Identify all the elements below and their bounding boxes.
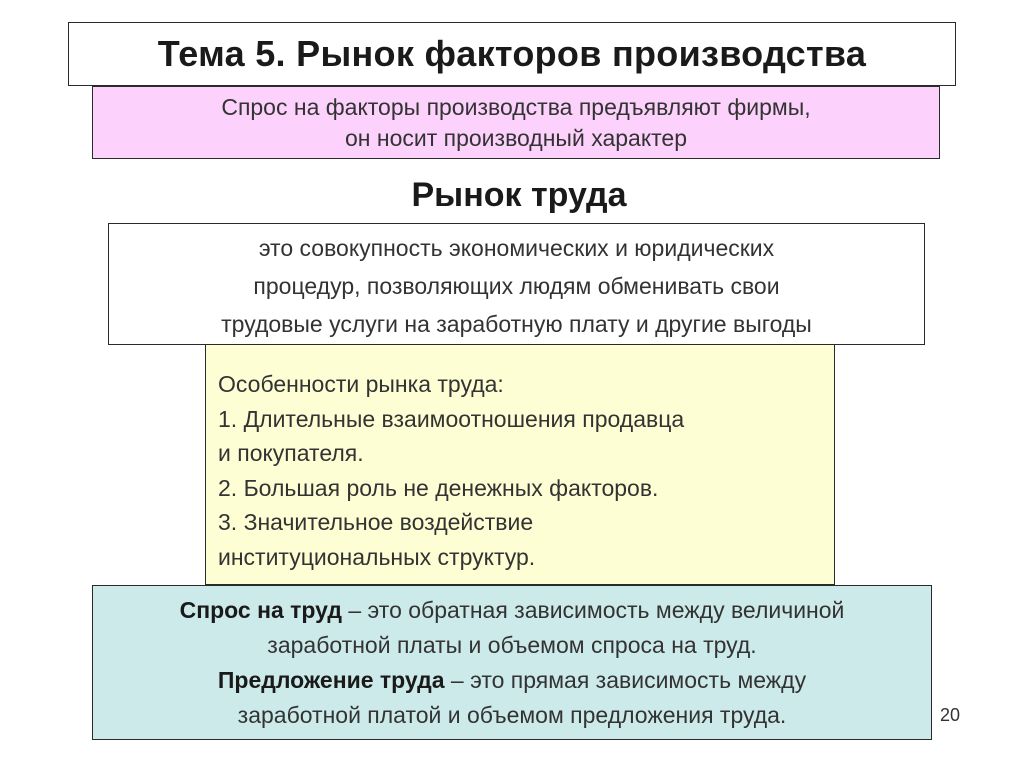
features-line: и покупателя. [218,440,364,466]
intro-box [92,86,940,159]
features-box [205,345,835,585]
intro-line-2: он носит производный характер [344,124,687,151]
section-heading: Рынок труда [411,176,627,214]
definition-line-3: трудовые услуги на заработную плату и другие выгоды [221,311,812,337]
demand-text: – это обратная зависимость между величиной [341,596,845,623]
supply-text: – это прямая зависимость между [444,666,807,693]
features-line: 2. Большая роль не денежных факторов. [218,474,659,501]
supply-line-2: заработной платой и объемом предложения труда. [237,701,787,728]
demand-line-2: заработной платы и объемом спроса на труд. [267,631,757,658]
definitions-box [92,585,932,740]
definition-line-1: это совокупность экономических и юридических [258,235,775,261]
title-box [68,22,956,86]
features-line: 3. Значительное воздействие [218,509,534,535]
definition-box [108,223,925,345]
demand-term: Спрос на труд [179,596,342,623]
supply-term: Предложение труда [217,666,445,693]
definition-line-2: процедур, позволяющих людям обменивать свои [253,273,780,299]
features-heading: Особенности рынка труда: [218,371,504,397]
slide-number: 20 [940,705,961,725]
demand-line-1 [180,593,845,628]
features-line: 1. Длительные взаимоотношения продавца [218,405,685,432]
supply-line-1 [218,663,806,698]
intro-line-1: Спрос на факторы производства предъявляют фирмы, [221,93,811,120]
features-line: институциональных структур. [218,543,536,570]
slide-title: Тема 5. Рынок факторов производства [157,33,867,74]
